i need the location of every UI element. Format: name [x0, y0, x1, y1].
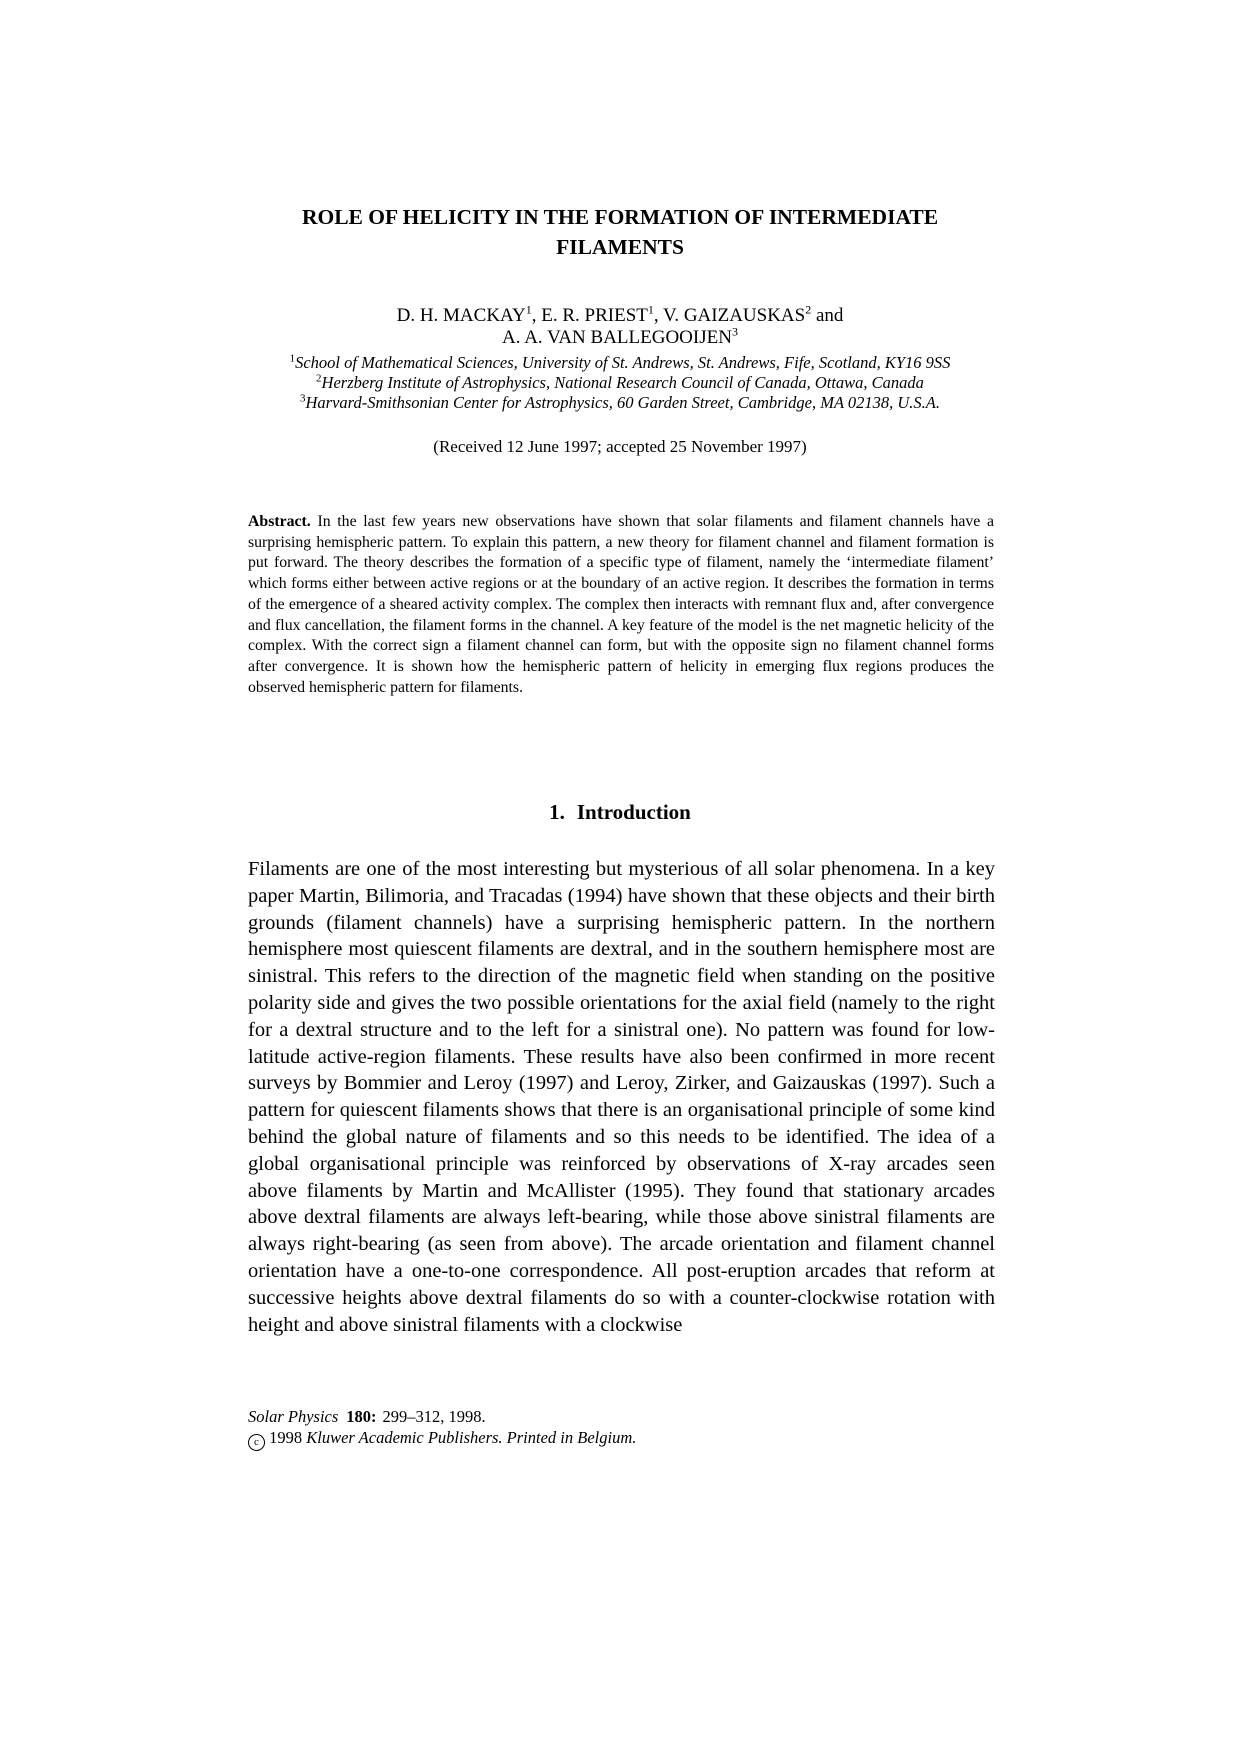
author-separator: and — [811, 305, 844, 326]
page-footer — [248, 1406, 994, 1451]
author-name: V. GAIZAUSKAS — [663, 305, 806, 326]
affiliation-1: $^1$School of Mathematical Sciences, University of St. Andrews, St. Andrews, Fife, Scotland, KY16 9SS — [289, 352, 951, 372]
journal-pages: 299–312, 1998. — [382, 1407, 486, 1426]
author-separator: , — [531, 305, 542, 326]
copyright-icon: c — [248, 1434, 265, 1451]
journal-volume: 180: — [346, 1407, 377, 1426]
author-list — [240, 302, 1000, 349]
abstract-text: In the last few years new observations have shown that solar filaments and filament channels have a surprising hemispheric pattern. To explain this pattern, a new theory for filament channel and filament formation is put forward. The theory describes the formation of a specific type of filament, namely the ‘intermediate filament’ which forms either between active regions or at the boundary of an active region. It describes the formation in terms of the emergence of a sheared activity complex. The complex then interacts with remnant flux and, after convergence and flux cancellation, the filament forms in the channel. A key feature of the model is the net magnetic helicity of the complex. With the correct sign a filament channel can form, but with the opposite sign no filament channel forms after convergence. It is shown how the hemispheric pattern of helicity in emerging flux regions produces the observed hemispheric pattern for filaments. — [248, 513, 994, 696]
author-affiliation-mark: 3 — [731, 324, 738, 339]
received-dates: (Received 12 June 1997; accepted 25 November 1997) — [433, 437, 807, 456]
author-affiliation-mark: 2 — [805, 302, 812, 317]
section-heading — [240, 800, 1000, 825]
copyright-year: 1998 — [269, 1428, 303, 1447]
section-title: Introduction — [576, 800, 691, 824]
affiliation-3: $^3$Harvard-Smithsonian Center for Astrophysics, 60 Garden Street, Cambridge, MA 02138, U.S.A. — [300, 392, 940, 412]
publisher: Kluwer Academic Publishers. Printed in Belgium. — [306, 1428, 637, 1447]
citation-line — [248, 1406, 994, 1427]
affiliations — [230, 353, 1010, 413]
journal-name: Solar Physics — [248, 1407, 339, 1426]
paper-title: ROLE OF HELICITY IN THE FORMATION OF INTERMEDIATE FILAMENTS — [301, 205, 939, 259]
copyright-line — [248, 1427, 994, 1451]
abstract-label: Abstract. — [248, 513, 311, 530]
author-affiliation-mark: 1 — [525, 302, 532, 317]
section-number: 1. — [549, 800, 565, 824]
author-affiliation-mark: 1 — [647, 302, 654, 317]
author-name: E. R. PRIEST — [541, 305, 648, 326]
author-line-2 — [240, 324, 1000, 349]
abstract — [248, 512, 994, 698]
author-name: D. H. MACKAY — [396, 305, 526, 326]
affiliation-2: $^2$Herzberg Institute of Astrophysics, National Research Council of Canada, Ottawa, Canada — [316, 372, 924, 392]
body-paragraph: Filaments are one of the most interesting but mysterious of all solar phenomena. In a key paper Martin, Bilimoria, and Tracadas (1994) have shown that these objects and their birth grounds (filament channels) have a surprising hemispheric pattern. In the northern hemisphere most quiescent filaments are dextral, and in the southern hemisphere most are sinistral. This refers to the direction of the magnetic field when standing on the positive polarity side and gives the two possible orientations for the axial field (namely to the right for a dextral structure and to the left for a sinistral one). No pattern was found for low-latitude active-region filaments. These results have also been confirmed in more recent surveys by Bommier and Leroy (1997) and Leroy, Zirker, and Gaizauskas (1997). Such a pattern for quiescent filaments shows that there is an organisational principle of some kind behind the global nature of filaments and so this needs to be identified. The idea of a global organisational principle was reinforced by observations of X-ray arcades seen above filaments by Martin and McAllister (1995). They found that stationary arcades above dextral filaments are always left-bearing, while those above sinistral filaments are always right-bearing (as seen from above). The arcade orientation and filament channel orientation have a one-to-one correspondence. All post-eruption arcades that reform at successive heights above dextral filaments do so with a counter-clockwise rotation with height and above sinistral filaments with a clockwise — [248, 858, 995, 1336]
author-separator: , — [653, 305, 664, 326]
author-line-1 — [240, 302, 1000, 327]
author-name: A. A. VAN BALLEGOOIJEN — [502, 327, 732, 348]
